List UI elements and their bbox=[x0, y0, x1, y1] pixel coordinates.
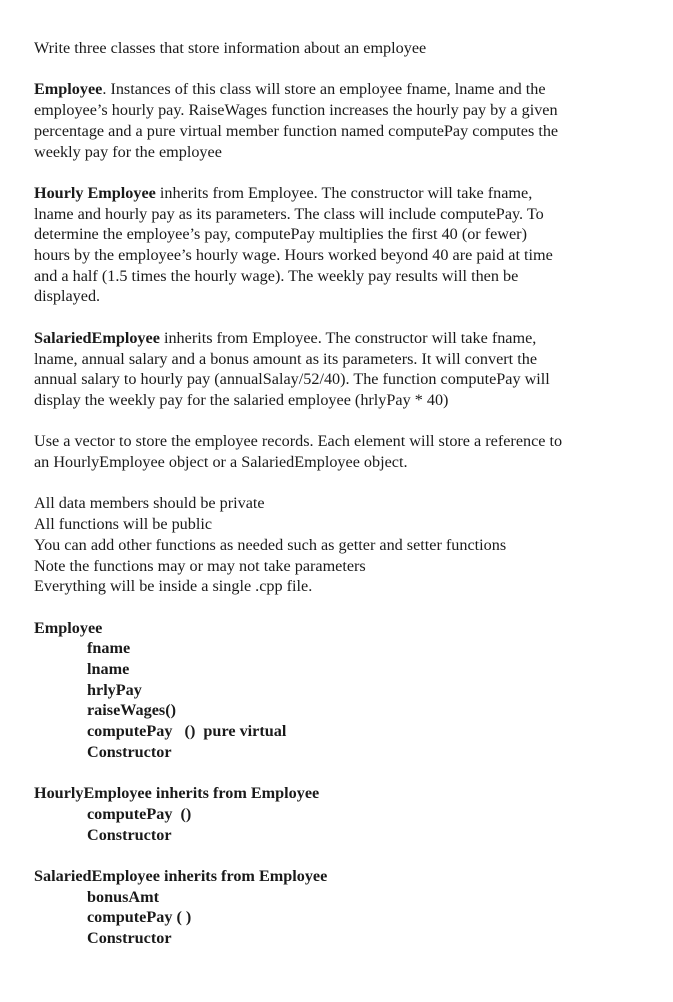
salaried-description bbox=[34, 328, 654, 411]
hourly-description-line: hours by the employee’s hourly wage. Hours worked beyond 40 are paid at time bbox=[34, 246, 553, 264]
class-member: lname bbox=[87, 660, 130, 678]
employee-description-line: percentage and a pure virtual member function named computePay computes the bbox=[34, 121, 559, 140]
salaried-class-title: SalariedEmployee inherits from Employee bbox=[34, 867, 328, 885]
hourly-description bbox=[34, 183, 654, 307]
hourly-term: Hourly Employee bbox=[34, 183, 156, 202]
hourly-description-line: and a half (1.5 times the hourly wage). The weekly pay results will then be bbox=[34, 266, 519, 285]
salaried-class-outline bbox=[34, 866, 654, 949]
hourly-description-line: lname and hourly pay as its parameters. The class will include computePay. To bbox=[34, 204, 544, 223]
vector-description-line: Use a vector to store the employee records. Each element will store a reference to bbox=[34, 432, 563, 451]
employee-term: Employee bbox=[34, 80, 103, 99]
intro-text: Write three classes that store information about an employee bbox=[34, 39, 427, 57]
class-member: raiseWages() bbox=[87, 701, 177, 720]
employee-description bbox=[34, 79, 654, 162]
hourly-description-line: displayed. bbox=[34, 287, 101, 306]
salaried-description-line: SalariedEmployee inherits from Employee. The constructor will take fname, bbox=[34, 328, 537, 347]
employee-description-line: Employee. Instances of this class will store an employee fname, lname and the bbox=[34, 80, 546, 99]
salaried-term: SalariedEmployee bbox=[34, 328, 160, 347]
class-member: computePay () pure virtual bbox=[87, 722, 287, 741]
rule-item: All functions will be public bbox=[34, 515, 213, 534]
rule-item: Everything will be inside a single .cpp file. bbox=[34, 577, 313, 596]
vector-description-line: an HourlyEmployee object or a SalariedEmployee object. bbox=[34, 453, 408, 471]
class-member: Constructor bbox=[87, 825, 172, 844]
salaried-description-line: annual salary to hourly pay (annualSalay/52/40). The function computePay will bbox=[34, 370, 550, 389]
hourly-class-outline bbox=[34, 783, 654, 845]
document bbox=[34, 38, 654, 949]
hourly-description-line: Hourly Employee inherits from Employee. The constructor will take fname, bbox=[34, 183, 533, 202]
hourly-class-title: HourlyEmployee inherits from Employee bbox=[34, 784, 320, 803]
employee-description-line: weekly pay for the employee bbox=[34, 142, 222, 161]
class-member: fname bbox=[87, 639, 131, 658]
employee-class-outline bbox=[34, 618, 654, 763]
salaried-description-line: lname, annual salary and a bonus amount as its parameters. It will convert the bbox=[34, 349, 538, 368]
salaried-description-line: display the weekly pay for the salaried employee (hrlyPay * 40) bbox=[34, 390, 449, 409]
rules-list bbox=[34, 493, 654, 597]
class-member: computePay () bbox=[87, 804, 192, 823]
employee-class-title: Employee bbox=[34, 618, 103, 637]
employee-description-line: employee’s hourly pay. RaiseWages function increases the hourly pay by a given bbox=[34, 101, 558, 120]
hourly-description-line: determine the employee’s pay, computePay multiplies the first 40 (or fewer) bbox=[34, 225, 527, 244]
class-member: Constructor bbox=[87, 742, 172, 761]
rule-item: All data members should be private bbox=[34, 494, 265, 513]
vector-description bbox=[34, 431, 654, 472]
rule-item: You can add other functions as needed such as getter and setter functions bbox=[34, 535, 507, 554]
class-member: Constructor bbox=[87, 929, 172, 948]
class-member: bonusAmt bbox=[87, 887, 159, 906]
class-member: computePay ( ) bbox=[87, 908, 192, 927]
class-member: hrlyPay bbox=[87, 680, 142, 699]
rule-item: Note the functions may or may not take parameters bbox=[34, 556, 366, 575]
